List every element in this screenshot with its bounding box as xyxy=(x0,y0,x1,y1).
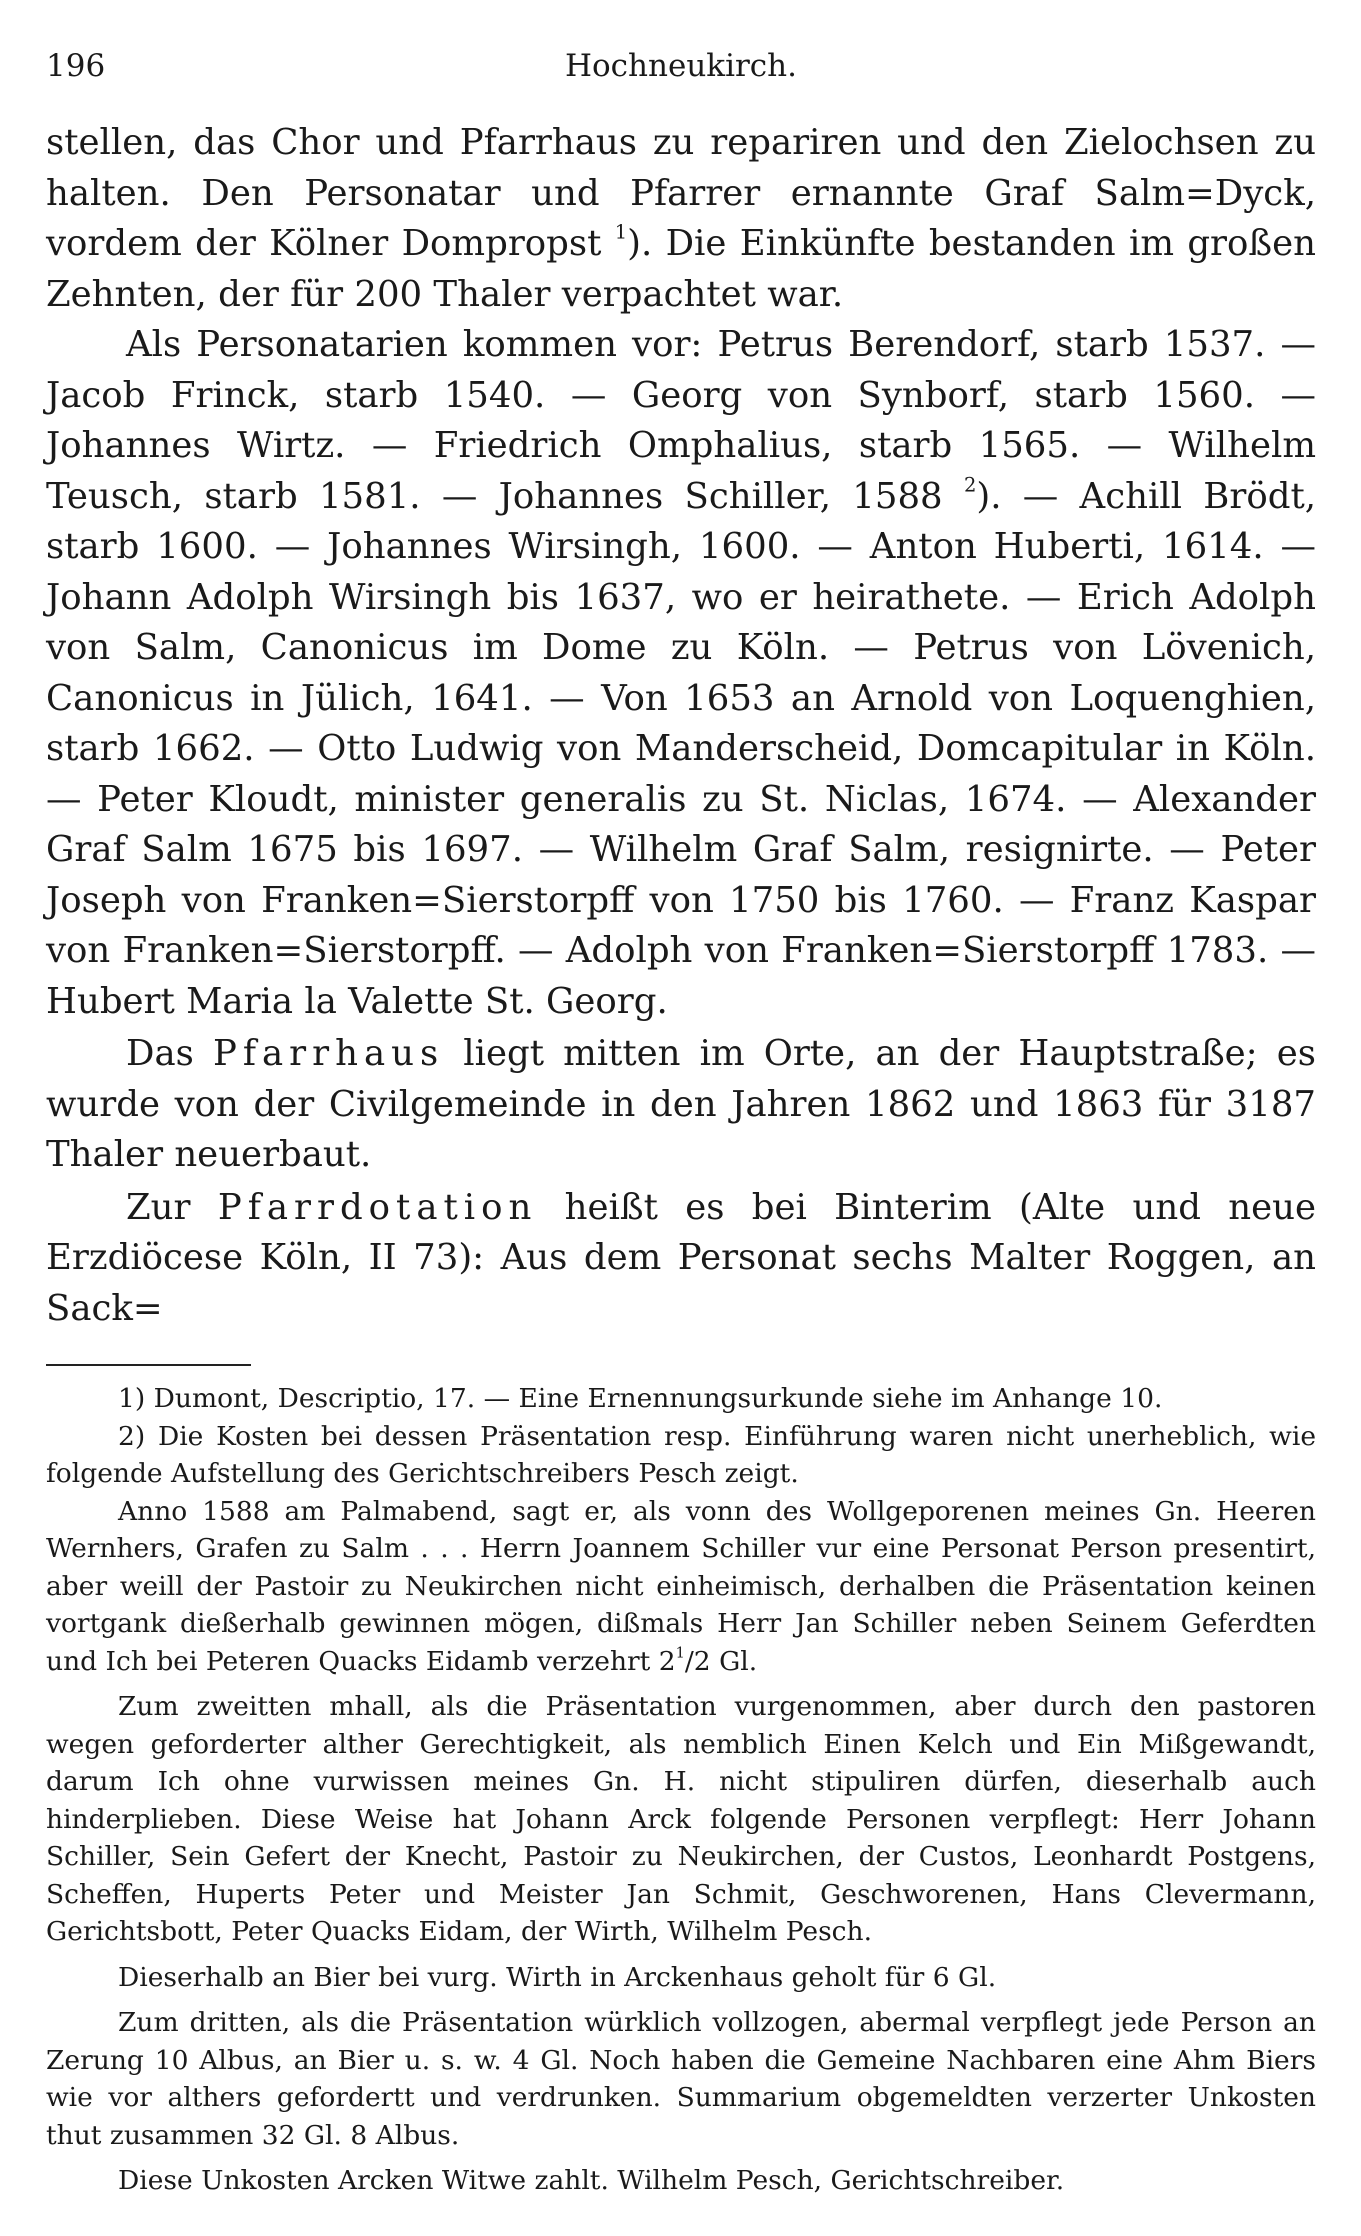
page-number: 196 xyxy=(46,48,106,84)
paragraph-4-spaced-term: Pfarrdotation xyxy=(217,1186,538,1228)
footnote-rule xyxy=(46,1364,251,1366)
running-title: Hochneukirch. xyxy=(564,48,797,84)
quote-1-end: Gl. xyxy=(710,1645,758,1677)
footnote-1-marker: 1) xyxy=(118,1383,146,1414)
quote-3: Dieserhalb an Bier bei vurg. Wirth in Arckenhaus geholt für 6 Gl. xyxy=(118,1961,997,1993)
quote-5: Diese Unkosten Arcken Witwe zahlt. Wilhelm Pesch, Gerichtschreiber. xyxy=(118,2165,1065,2196)
fraction-denominator: /2 xyxy=(684,1645,711,1677)
footnote-2-text: Die Kosten bei dessen Präsentation resp. Einführung waren nicht unerheblich, wie folgende Aufstellung des Gerichtschreibers Pesch zeigt. xyxy=(46,1420,1316,1489)
quote-1 xyxy=(46,1493,1316,1681)
paragraph-4-rest: heißt es bei Binterim (Alte und neue Erzdiöcese Köln, II 73): Aus dem Personat sechs Malter Roggen, an Sack= xyxy=(46,1186,1316,1329)
paragraph-2-text-b: ). — Achill Brödt, starb 1600. — Johannes Wirsingh, 1600. — Anton Huberti, 1614. — Johann Adolph Wirsingh bis 1637, wo er heirathete. — Erich Adolph von Salm, Canonicus im Dome zu Köln. — Petrus von Lövenich, Canonicus in Jülich, 1641. — Von 1653 an Arnold von Loquenghien, starb 1662. — Otto Ludwig von Manderscheid, Domcapitular in Köln. — Peter Kloudt, minister generalis zu St. Niclas, 1674. — Alexander Graf Salm 1675 bis 1697. — Wilhelm Graf Salm, resignirte. — Peter Joseph von Franken=Sierstorpff von 1750 bis 1760. — Franz Kaspar von Franken=Sierstorpff. — Adolph von Franken=Sierstorpff 1783. — Hubert Maria la Valette St. Georg. xyxy=(46,475,1316,1022)
footnote-1 xyxy=(46,1380,1316,1418)
paragraph-3 xyxy=(46,1029,1316,1181)
page xyxy=(46,0,1316,2200)
footnote-ref-1: 1 xyxy=(614,220,628,244)
paragraph-4-lead: Zur xyxy=(126,1186,191,1228)
fraction-numerator: 1 xyxy=(675,1644,685,1662)
paragraph-1-end: ). Die Einkünfte bestanden im großen Zehnten, der für 200 Thaler verpachtet war. xyxy=(46,223,1316,315)
footnote-1-text: Dumont, Descriptio, 17. — Eine Ernennungsurkunde siehe im Anhange 10. xyxy=(153,1383,1163,1414)
quote-1-text: Anno 1588 am Palmabend, sagt er, als vonn des Wollgeporenen meines Gn. Heeren Wernhers, Grafen zu Salm . . . Herrn Joannem Schiller vur eine Personat Person presentirt, aber weill der Pastoir zu Neukirchen nicht einheimisch, derhalben die Präsentation keinen vortgank dießerhalb gewinnen mögen, dißmals Herr Jan Schiller neben Seinem Geferdten und Ich bei Peteren Quacks Eidamb verzehrt 2 xyxy=(46,1495,1316,1677)
footnotes xyxy=(46,1380,1316,2200)
paragraph-2-text-a: Als Personatarien kommen vor: Petrus Berendorf, starb 1537. — Jacob Frinck, starb 1540. — Georg von Synborf, starb 1560. — Johannes Wirtz. — Friedrich Omphalius, starb 1565. — Wilhelm Teusch, starb 1581. — Johannes Schiller, 1588 xyxy=(46,324,1316,517)
footnote-ref-2: 2 xyxy=(963,472,977,496)
running-head xyxy=(46,0,1316,132)
footnote-2-marker: 2) xyxy=(118,1420,146,1452)
paragraph-1 xyxy=(46,118,1316,320)
paragraph-4 xyxy=(46,1183,1316,1335)
paragraph-3-spaced-term: Pfarrhaus xyxy=(212,1033,445,1074)
paragraph-3-rest: liegt mitten im Orte, an der Hauptstraße; es wurde von der Civilgemeinde in den Jahren 1862 und 1863 für 3187 Thaler neuerbaut. xyxy=(46,1033,1316,1175)
quote-2: Zum zweitten mhall, als die Präsentation vurgenommen, aber durch den pastoren wegen geforderter alther Gerechtigkeit, als nemblich Einen Kelch und Ein Mißgewandt, darum Ich ohne vurwissen meines Gn. H. nicht stipuliren dürfen, dieserhalb auch hinderplieben. Diese Weise hat Johann Arck folgende Personen verpflegt: Herr Johann Schiller, Sein Gefert der Knecht, Pastoir zu Neukirchen, der Custos, Leonhardt Postgens, Scheffen, Huperts Peter und Meister Jan Schmit, Geschworenen, Hans Clevermann, Gerichtsbott, Peter Quacks Eidam, der Wirth, Wilhelm Pesch. xyxy=(46,1691,1316,1947)
quote-4: Zum dritten, als die Präsentation würklich vollzogen, abermal verpflegt jede Person an Zerung 10 Albus, an Bier u. s. w. 4 Gl. Noch haben die Gemeine Nachbaren eine Ahm Biers wie vor althers gefordertt und verdrunken. Summarium obgemeldten verzerter Unkosten thut zusammen 32 Gl. 8 Albus. xyxy=(46,2007,1316,2151)
paragraph-3-lead: Das xyxy=(126,1033,194,1074)
paragraph-1-text: stellen, das Chor und Pfarrhaus zu repariren und den Zielochsen zu halten. Den Personatar und Pfarrer ernannte Graf Salm=Dyck, vordem der Kölner Dompropst xyxy=(46,122,1316,264)
paragraph-2 xyxy=(46,320,1316,1027)
footnote-2 xyxy=(46,1418,1316,1493)
body-text xyxy=(46,118,1316,1334)
